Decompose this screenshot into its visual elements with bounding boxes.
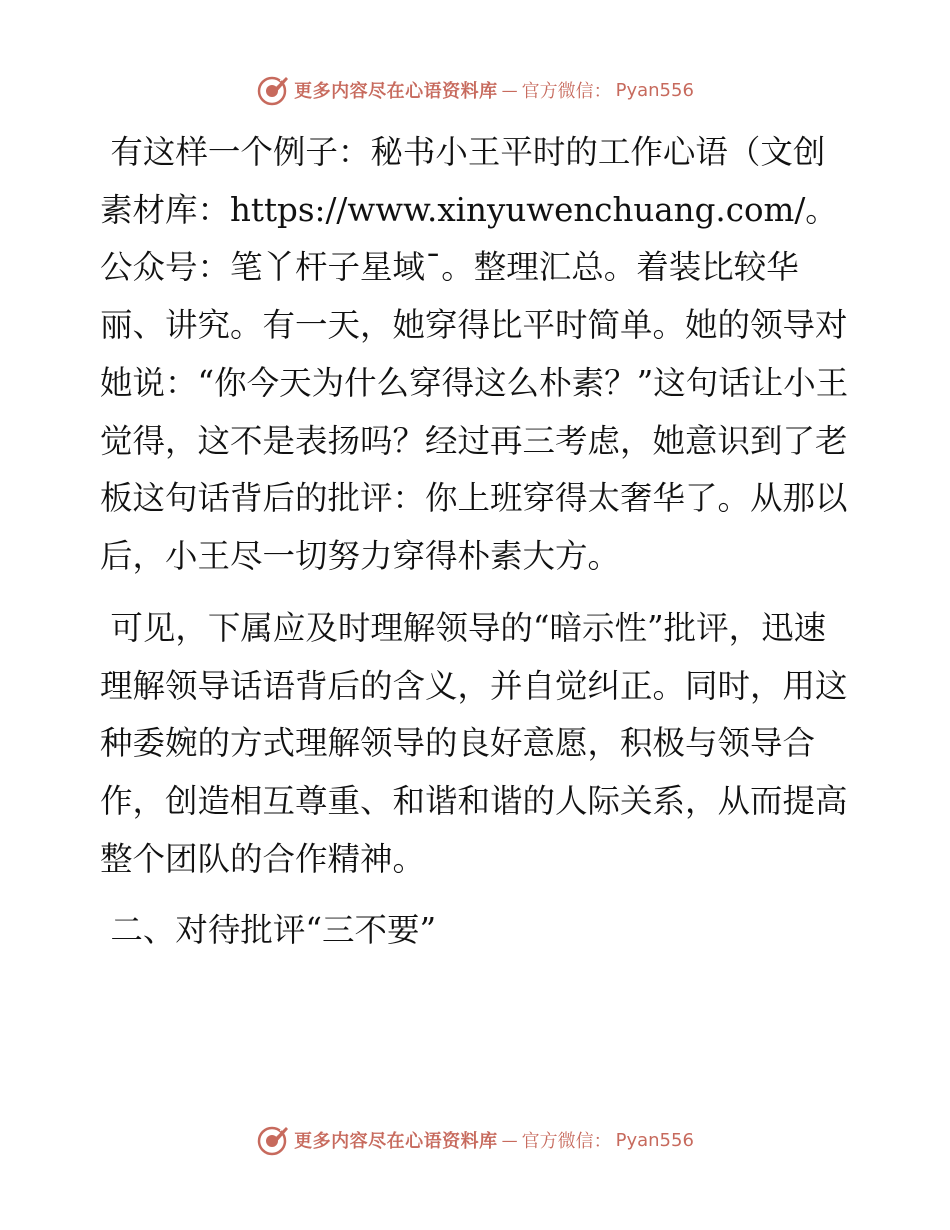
quill-logo-icon	[256, 73, 290, 107]
section-heading: 二、对待批评“三不要”	[100, 911, 437, 949]
banner-wechat-id: Pyan556	[615, 1129, 694, 1151]
quill-logo-icon	[256, 1123, 290, 1157]
banner-dash: —	[501, 1130, 518, 1150]
banner-title: 更多内容尽在心语资料库	[294, 81, 498, 102]
banner-official-label: 官方微信：	[521, 1131, 612, 1152]
banner-title: 更多内容尽在心语资料库	[294, 1131, 498, 1152]
header-banner	[0, 70, 950, 110]
paragraph-example: 有这样一个例子：秘书小王平时的工作心语（文创素材库：https://www.xinyuwenchuang.com/。公众号：笔丫杆子星域¯。整理汇总。着装比较华丽、讲究。有一天，她穿得比平时简单。她的领导对她说：“你今天为什么穿得这么朴素？”这句话让小王觉得，这不是表扬吗？经过再三考虑，她意识到了老板这句话背后的批评：你上班穿得太奢华了。从那以后，小王尽一切努力穿得朴素大方。	[100, 133, 849, 575]
paragraph-conclusion: 可见，下属应及时理解领导的“暗示性”批评，迅速理解领导话语背后的含义，并自觉纠正。同时，用这种委婉的方式理解领导的良好意愿，积极与领导合作，创造相互尊重、和谐和谐的人际关系，从而提高整个团队的合作精神。	[100, 609, 848, 878]
footer-banner	[0, 1120, 950, 1160]
banner-wechat-id: Pyan556	[615, 79, 694, 101]
banner-official-label: 官方微信：	[521, 81, 612, 102]
banner-dash: —	[501, 80, 518, 100]
document-body	[100, 124, 850, 960]
